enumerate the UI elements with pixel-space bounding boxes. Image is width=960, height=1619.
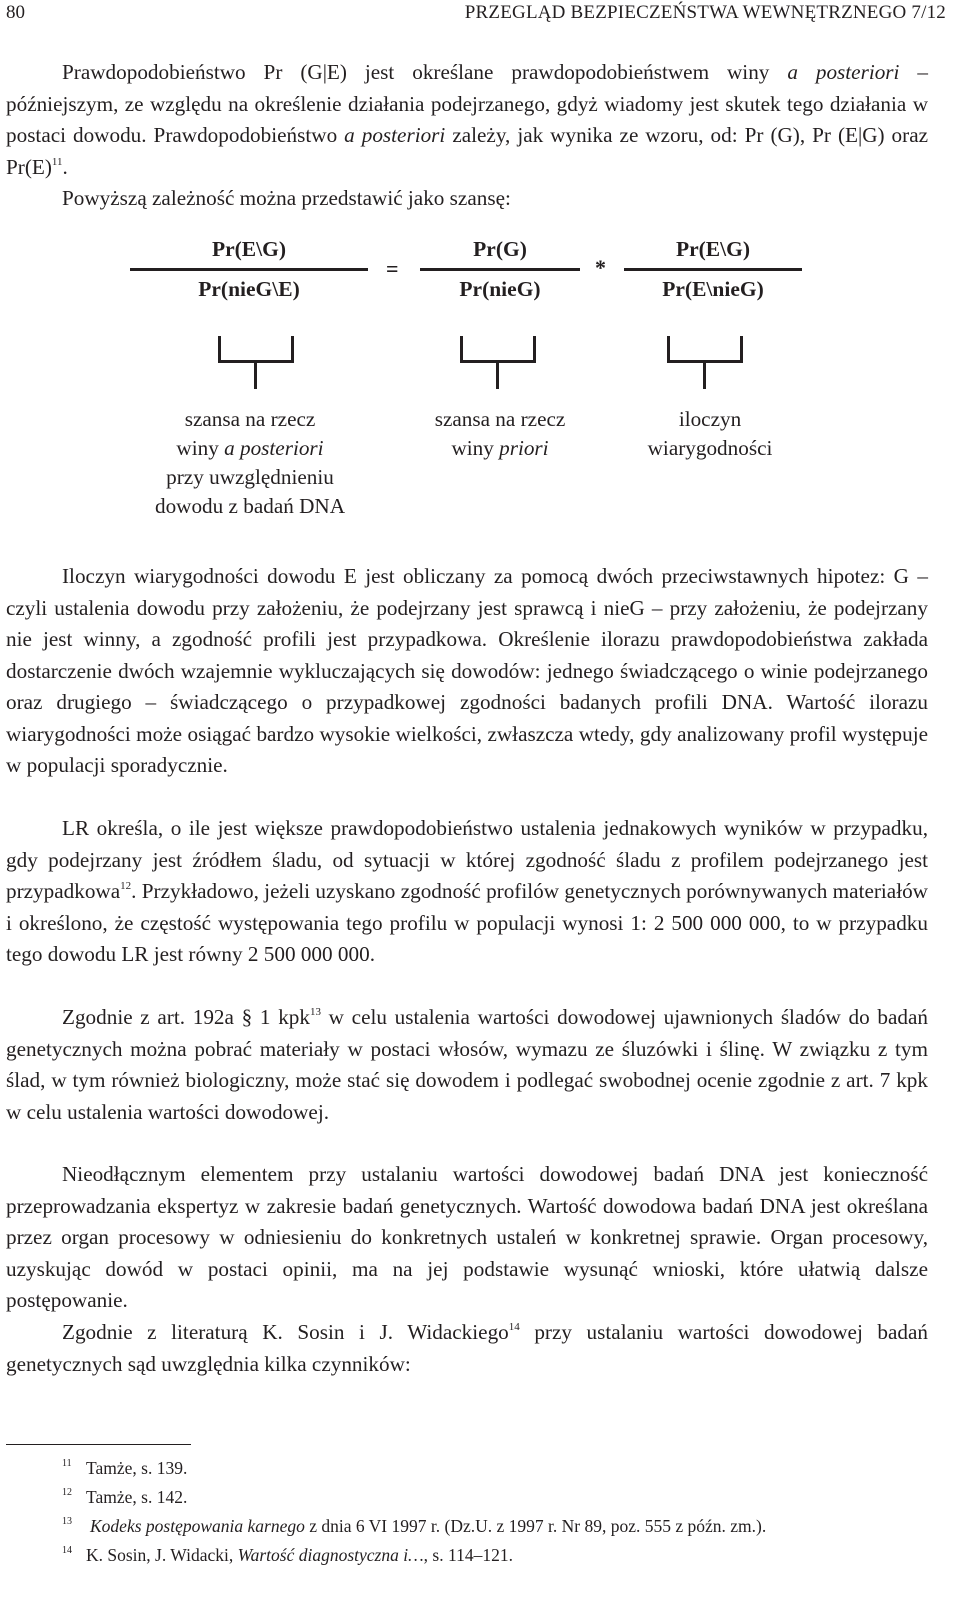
- paragraph-6: Nieodłącznym elementem przy ustalaniu wartości dowodowej badań DNA jest konieczność przeprowadzania ekspertyz w zakresie badań genetycznych. Wartość dowodowa badań DNA jest określana przez organ procesowy w odniesieniu do konkretnych ustaleń w konkretnej sprawie. Organ procesowy, uzyskując dowód w postaci opinii, ma na jej podstawie wysunąć wnioski, które ułatwią dalsze postępowanie.: [6, 1162, 928, 1312]
- paragraph-2: Powyższą zależność można przedstawić jako szansę:: [62, 186, 511, 210]
- page-number: 80: [6, 2, 25, 23]
- footnote-ref-14[interactable]: 14: [508, 1321, 520, 1333]
- footnote-ref-11[interactable]: 11: [51, 155, 63, 168]
- fraction-2-numerator: Pr(G): [473, 237, 527, 261]
- paragraph-4: LR określa, o ile jest większe prawdopodobieństwo ustalenia jednakowych wyników w przypadku, gdy podejrzany jest źródłem śladu, od sytuacji w której zgodność śladu z profilem podejrzanego jest przypadkowa$^{12}$. Przykładowo, jeżeli uzyskano zgodność profilów genetycznych porównywanych materiałów i określono, że częstość występowania tego profilu w populacji wynosi 1: 2 500 000 000, to w przypadku tego dowodu LR jest równy 2 500 000 000.: [6, 816, 928, 966]
- paragraph-3: Iloczyn wiarygodności dowodu E jest obliczany za pomocą dwóch przeciwstawnych hipotez: G – czyli ustalenia dowodu przy założeniu, że podejrzany jest sprawcą i nieG – przy założeniu, że podejrzany nie jest winny, a zgodność profili jest przypadkowa. Określenie ilorazu prawdopodobieństwa zakłada dostarczenie dwóch wzajemnie wykluczających się dowodów: jednego świadczącego o winie podejrzanego oraz drugiego – świadczącego o przypadkowej zgodności badanych profili DNA. Wartość ilorazu wiarygodności może osiągać bardzo wysokie wielkości, zwłaszcza wtedy, gdy analizowany profil występuje w populacji sporadycznie.: [6, 564, 928, 777]
- equals-sign: =: [386, 256, 399, 281]
- footnote-12: $^{12}$ Tamże, s. 142.: [62, 1487, 188, 1507]
- bracket-3-stem: [703, 363, 706, 389]
- journal-title: PRZEGLĄD BEZPIECZEŃSTWA WEWNĘTRZNEGO 7/12: [464, 2, 946, 23]
- fraction-3-numerator: Pr(E\G): [675, 237, 751, 261]
- label-odds-priori: szansa na rzecz winy priori: [434, 407, 566, 460]
- fraction-1-numerator: Pr(E\G): [211, 237, 287, 261]
- bracket-2: [460, 336, 536, 363]
- paragraph-1: Prawdopodobieństwo Pr (G|E) jest określane prawdopodobieństwem winy a posteriori – późniejszym, ze względu na określenie działania podejrzanego, gdyż wiadomy jest skutek tego działania w postaci dowodu. Prawdopodobieństwo a posteriori zależy, jak wynika ze wzoru, od: Pr (G), Pr (E|G) oraz $Pr(E)^{11}$.: [6, 60, 928, 179]
- fraction-3-bar: [624, 268, 802, 271]
- label-likelihood-product: iloczyn wiarygodności: [647, 407, 773, 460]
- label-odds-posteriori: szansa na rzecz winy a posteriori przy uwzględnieniu dowodu z badań DNA: [154, 407, 346, 518]
- footnote-14: $^{14}$ K. Sosin, J. Widacki, Wartość diagnostyczna i…, s. 114–121.: [62, 1545, 513, 1565]
- bracket-2-stem: [496, 363, 499, 389]
- fraction-3-denominator: Pr(E\nieG): [662, 277, 764, 301]
- bracket-3: [667, 336, 743, 363]
- footnote-ref-13[interactable]: 13: [309, 1006, 321, 1018]
- fraction-2-denominator: Pr(nieG): [459, 277, 541, 301]
- fraction-1-bar: [130, 268, 368, 271]
- fraction-1-denominator: Pr(nieG\E): [198, 277, 300, 301]
- running-header: [6, 2, 946, 28]
- footnote-ref-12[interactable]: 12: [120, 880, 132, 892]
- bracket-1: [218, 336, 294, 363]
- fraction-2-bar: [420, 268, 580, 271]
- paragraph-7: Zgodnie z literaturą K. Sosin i J. Widackiego$^{14}$ przy ustalaniu wartości dowodowej badań genetycznych sąd uwzględnia kilka czynników:: [6, 1320, 929, 1376]
- paragraph-5: Zgodnie z art. 192a § 1 kpk$^{13}$ w celu ustalenia wartości dowodowej ujawnionych śladów do badań genetycznych można pobrać materiały w postaci włosów, wymazu ze śluzówki i ślinę. W związku z tym ślad, w tym również biologiczny, może stać się dowodem i podlegać swobodnej ocenie zgodnie z art. 7 kpk w celu ustalenia wartości dowodowej.: [6, 1005, 929, 1124]
- multiply-sign: *: [595, 255, 606, 280]
- footnote-13: $^{13}$ Kodeks postępowania karnego z dnia 6 VI 1997 r. (Dz.U. z 1997 r. Nr 89, poz. 555 z późn. zm.).: [62, 1516, 767, 1536]
- footnote-separator: [6, 1444, 191, 1445]
- bracket-1-stem: [254, 363, 257, 389]
- footnote-11: $^{11}$ Tamże, s. 139.: [62, 1458, 188, 1478]
